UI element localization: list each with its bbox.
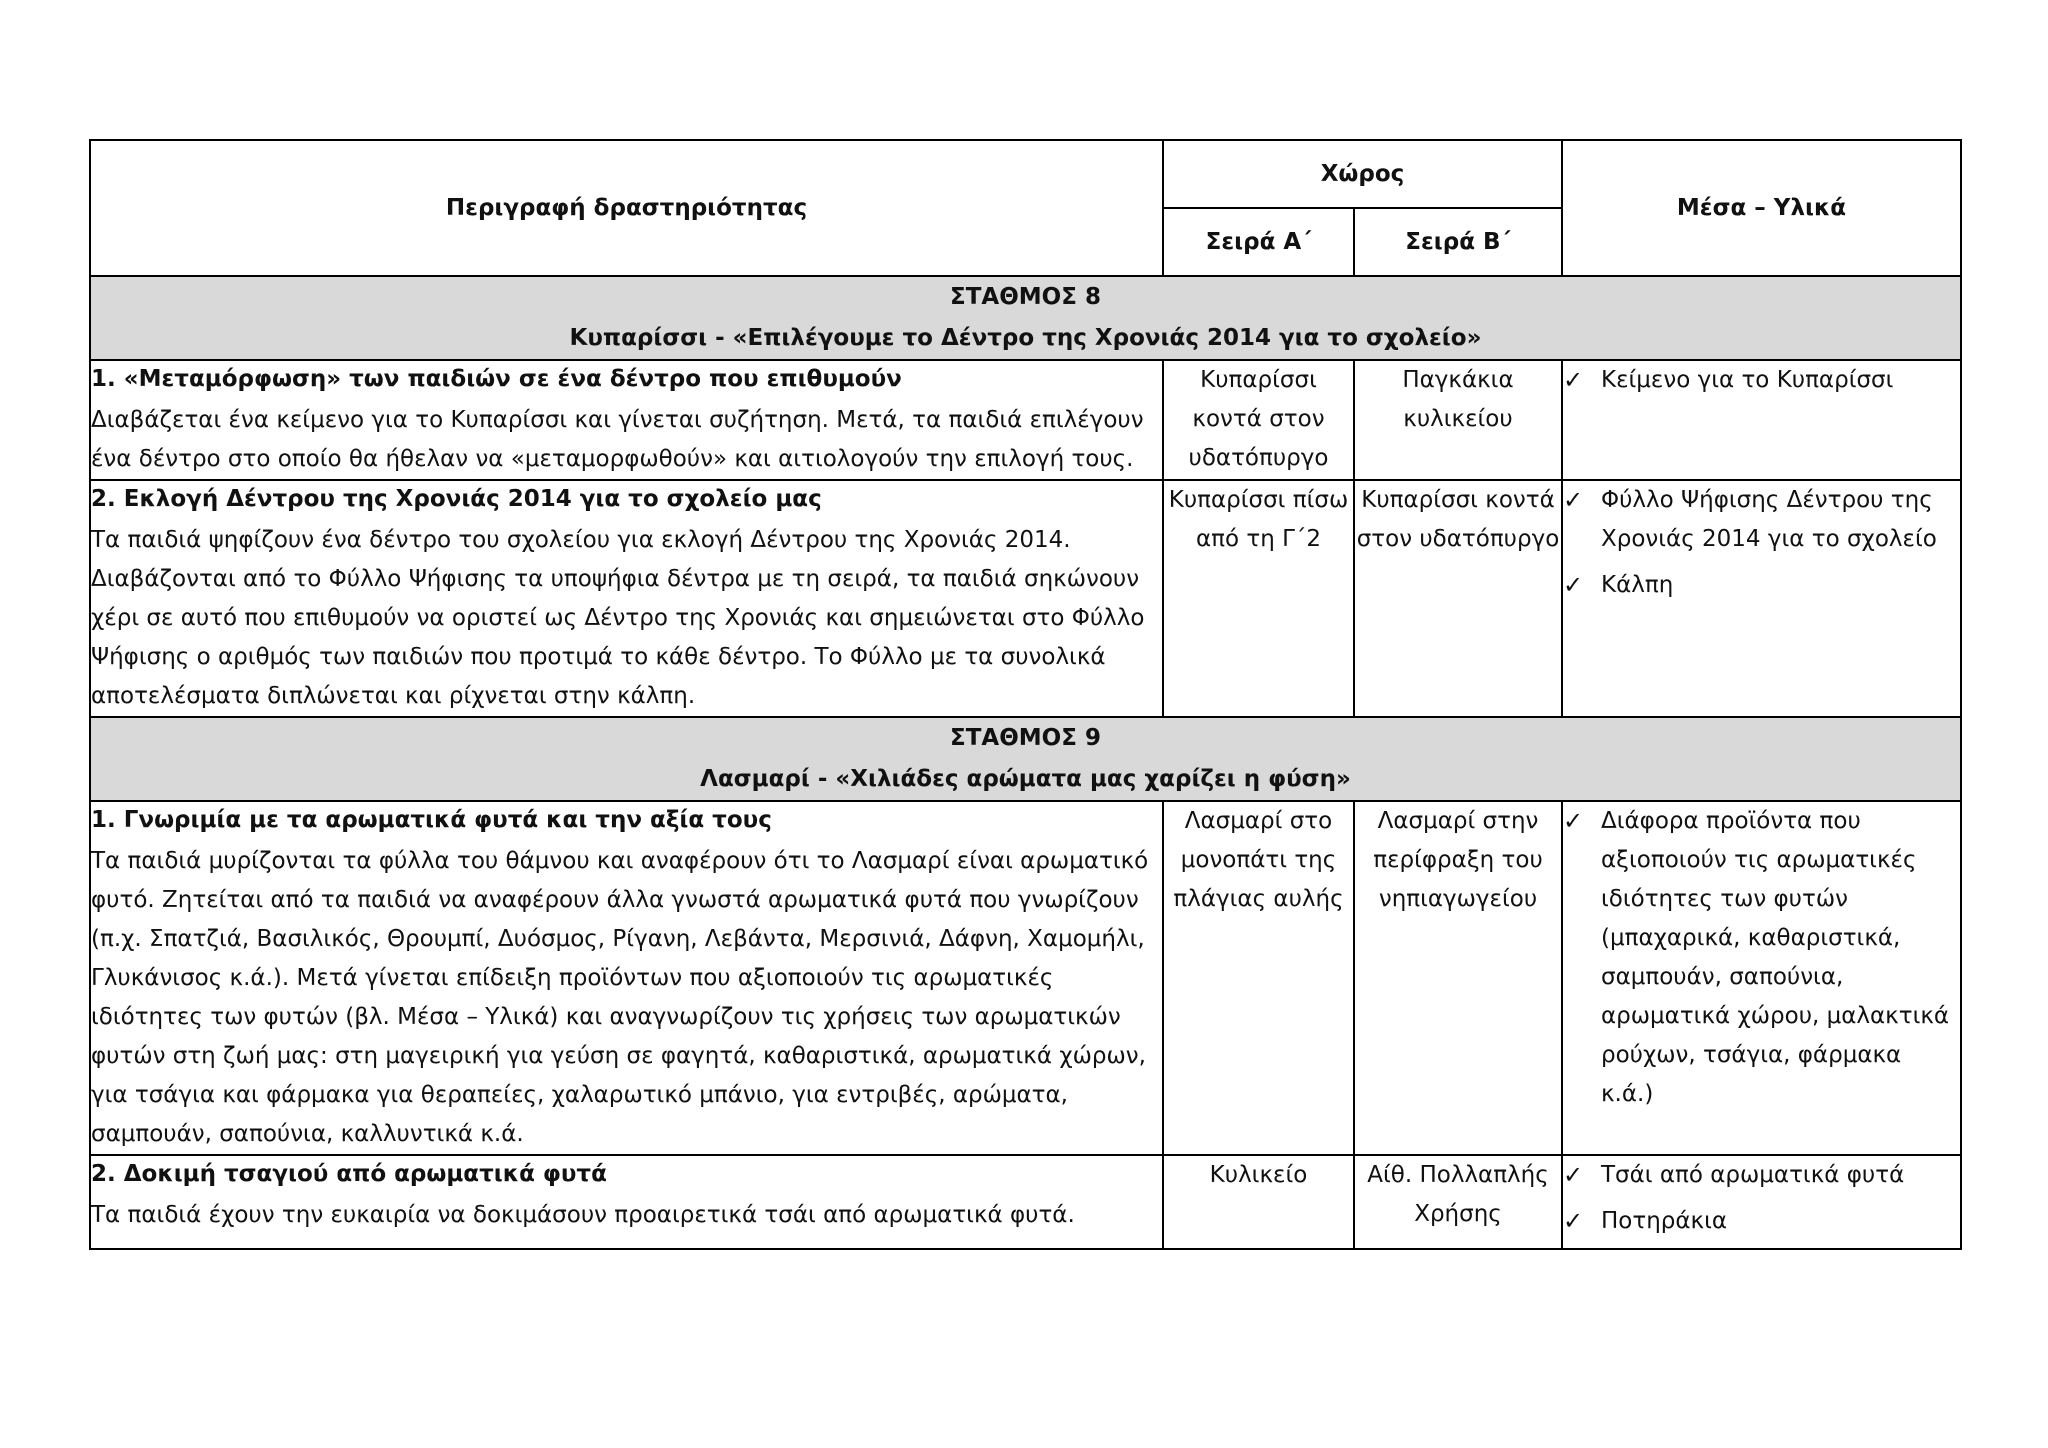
material-label: Κείμενο για το Κυπαρίσσι bbox=[1601, 367, 1894, 393]
header-series-b: Σειρά Β΄ bbox=[1354, 208, 1562, 276]
station-8-row bbox=[90, 276, 1961, 360]
series-b-location: Παγκάκια κυλικείου bbox=[1354, 360, 1562, 480]
station-name: ΣΤΑΘΜΟΣ 8 bbox=[950, 284, 1101, 310]
activity-text: Τα παιδιά μυρίζονται τα φύλλα του θάμνου και αναφέρουν ότι το Λασμαρί είναι αρωματικό φυτό. Ζητείται από τα παιδιά να αναφέρουν άλλα γνωστά αρωματικά φυτά που γνωρίζουν (π.χ. Σπατζιά, Βασιλικός, Θρουμπί, Δυόσμος, Ρίγανη, Λεβάντα, Μερσινιά, Δάφνη, Χαμομήλι, Γλυκάνισος κ.ά.). Μετά γίνεται επίδειξη προϊόντων που αξιοποιούν τις αρωματικές ιδιότητες των φυτών (βλ. Μέσα – Υλικά) και αναγνωρίζουν τις χρήσεις των αρωματικών φυτών στη ζωή μας: στη μαγειρική για γεύση σε φαγητά, καθαριστικά, αρωματικά χώρων, για τσάγια και φάρμακα για θεραπείες, χαλαρωτικό μπάνιο, για εντριβές, αρώματα, σαμπουάν, σαπούνια, καλλυντικά κ.ά. bbox=[91, 848, 1149, 1147]
material-item bbox=[1563, 566, 1960, 605]
station-subtitle: Κυπαρίσσι - «Επιλέγουμε το Δέντρο της Χρονιάς 2014 για το σχολείο» bbox=[569, 325, 1482, 351]
series-b-location: Λασμαρί στην περίφραξη του νηπιαγωγείου bbox=[1354, 801, 1562, 1155]
material-label: Διάφορα προϊόντα που αξιοποιούν τις αρωματικές ιδιότητες των φυτών (μπαχαρικά, καθαριστικά, σαμπουάν, σαπούνια, αρωματικά χώρου, μαλακτικά ρούχων, τσάγια, φάρμακα κ.ά.) bbox=[1601, 808, 1950, 1107]
activity-row bbox=[90, 480, 1961, 717]
material-item bbox=[1563, 361, 1960, 400]
station-subtitle: Λασμαρί - «Χιλιάδες αρώματα μας χαρίζει η φύση» bbox=[700, 766, 1351, 792]
station-9-row bbox=[90, 717, 1961, 801]
activity-title: 2. Εκλογή Δέντρου της Χρονιάς 2014 για το σχολείο μας bbox=[91, 486, 822, 512]
station-header bbox=[90, 276, 1961, 360]
material-label: Ποτηράκια bbox=[1601, 1208, 1728, 1234]
station-name: ΣΤΑΘΜΟΣ 9 bbox=[950, 725, 1101, 751]
materials-cell bbox=[1562, 1155, 1961, 1249]
activity-table bbox=[89, 139, 1962, 1250]
series-b-location: Κυπαρίσσι κοντά στον υδατόπυργο bbox=[1354, 480, 1562, 717]
activity-text: Τα παιδιά ψηφίζουν ένα δέντρο του σχολείου για εκλογή Δέντρου της Χρονιάς 2014. Διαβάζονται από το Φύλλο Ψήφισης τα υποψήφια δέντρα με τη σειρά, τα παιδιά σηκώνουν χέρι σε αυτό που επιθυμούν να οριστεί ως Δέντρο της Χρονιάς και σημειώνεται στο Φύλλο Ψήφισης ο αριθμός των παιδιών που προτιμά το κάθε δέντρο. Το Φύλλο με τα συνολικά αποτελέσματα διπλώνεται και ρίχνεται στην κάλπη. bbox=[91, 527, 1145, 709]
header-series-a: Σειρά Α΄ bbox=[1163, 208, 1354, 276]
activity-text: Διαβάζεται ένα κείμενο για το Κυπαρίσσι και γίνεται συζήτηση. Μετά, τα παιδιά επιλέγουν ένα δέντρο στο οποίο θα ήθελαν να «μεταμορφωθούν» και αιτιολογούν την επιλογή τους. bbox=[91, 407, 1144, 472]
material-label: Κάλπη bbox=[1601, 572, 1674, 598]
station-header bbox=[90, 717, 1961, 801]
activity-row bbox=[90, 801, 1961, 1155]
materials-cell bbox=[1562, 801, 1961, 1155]
series-b-location: Αίθ. Πολλαπλής Χρήσης bbox=[1354, 1155, 1562, 1249]
materials-cell bbox=[1562, 360, 1961, 480]
header-space: Χώρος bbox=[1163, 140, 1562, 208]
activity-title: 2. Δοκιμή τσαγιού από αρωματικά φυτά bbox=[91, 1161, 607, 1187]
activity-description bbox=[90, 480, 1163, 717]
materials-cell bbox=[1562, 480, 1961, 717]
material-item bbox=[1563, 802, 1960, 1114]
activity-row bbox=[90, 360, 1961, 480]
activity-description bbox=[90, 801, 1163, 1155]
activity-row bbox=[90, 1155, 1961, 1249]
checkmark-icon: ✓ bbox=[1563, 571, 1584, 599]
checkmark-icon: ✓ bbox=[1563, 807, 1584, 835]
header-description: Περιγραφή δραστηριότητας bbox=[90, 140, 1163, 276]
checkmark-icon: ✓ bbox=[1563, 366, 1584, 394]
series-a-location: Κυλικείο bbox=[1163, 1155, 1354, 1249]
material-item bbox=[1563, 481, 1960, 559]
activity-title: 1. Γνωριμία με τα αρωματικά φυτά και την αξία τους bbox=[91, 807, 772, 833]
activity-text: Τα παιδιά έχουν την ευκαιρία να δοκιμάσουν προαιρετικά τσάι από αρωματικά φυτά. bbox=[91, 1202, 1075, 1228]
checkmark-icon: ✓ bbox=[1563, 486, 1584, 514]
checkmark-icon: ✓ bbox=[1563, 1207, 1584, 1235]
header-materials: Μέσα – Υλικά bbox=[1562, 140, 1961, 276]
activity-description bbox=[90, 1155, 1163, 1249]
activity-title: 1. «Μεταμόρφωση» των παιδιών σε ένα δέντρο που επιθυμούν bbox=[91, 366, 902, 392]
material-item bbox=[1563, 1156, 1960, 1195]
series-a-location: Κυπαρίσσι πίσω από τη Γ΄2 bbox=[1163, 480, 1354, 717]
series-a-location: Κυπαρίσσι κοντά στον υδατόπυργο bbox=[1163, 360, 1354, 480]
activity-description bbox=[90, 360, 1163, 480]
checkmark-icon: ✓ bbox=[1563, 1161, 1584, 1189]
material-item bbox=[1563, 1202, 1960, 1241]
material-label: Τσάι από αρωματικά φυτά bbox=[1601, 1162, 1905, 1188]
material-label: Φύλλο Ψήφισης Δέντρου της Χρονιάς 2014 για το σχολείο bbox=[1601, 487, 1937, 552]
series-a-location: Λασμαρί στο μονοπάτι της πλάγιας αυλής bbox=[1163, 801, 1354, 1155]
